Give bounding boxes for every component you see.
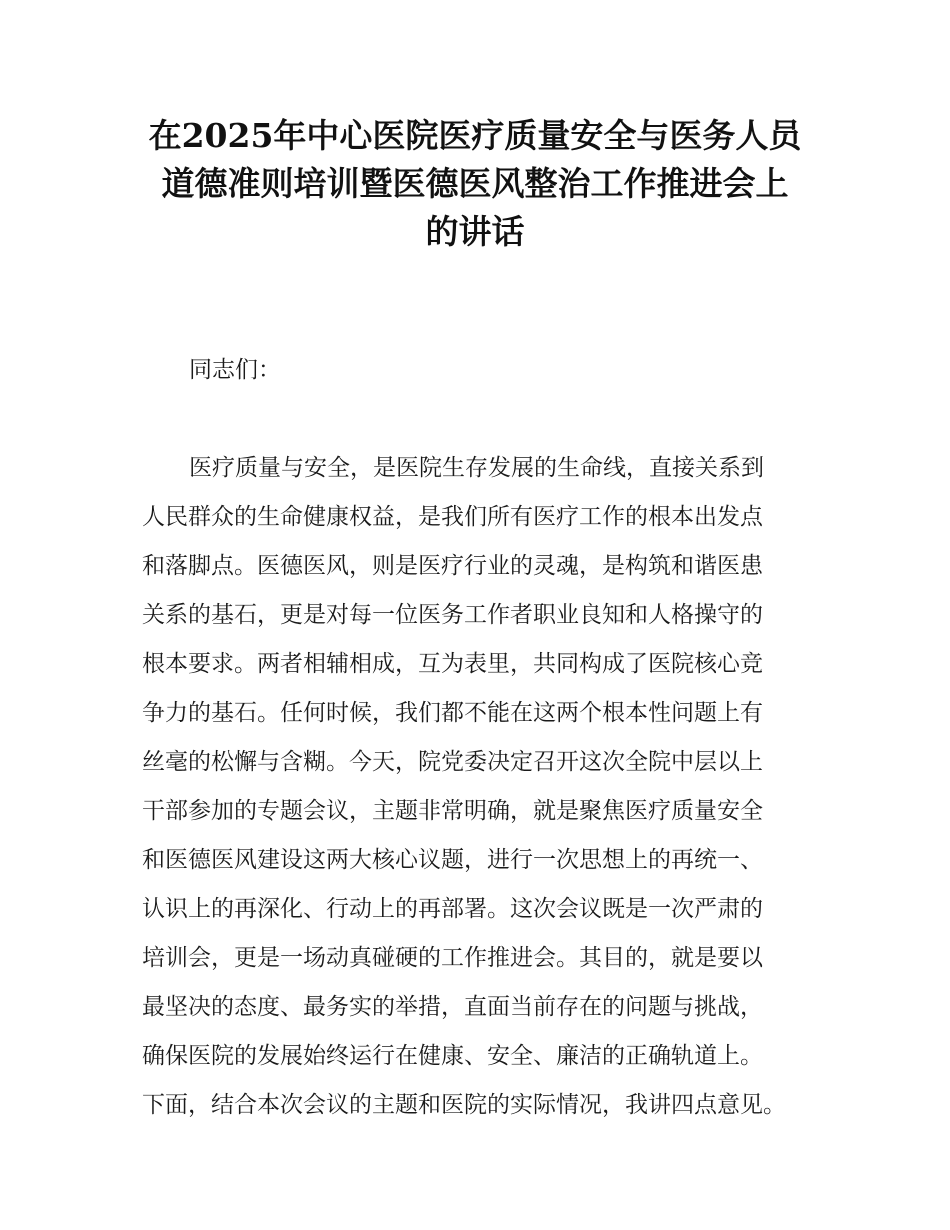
title-line: 的讲话 <box>425 212 525 251</box>
paragraph-line: 医疗质量与安全，是医院生存发展的生命线，直接关系到 <box>189 455 764 481</box>
paragraph-line: 认识上的再深化、行动上的再部署。这次会议既是一次严肃的 <box>142 896 763 922</box>
paragraph-line: 和医德医风建设这两大核心议题，进行一次思想上的再统一、 <box>142 847 763 873</box>
paragraph-line: 和落脚点。医德医风，则是医疗行业的灵魂，是构筑和谐医患 <box>142 553 763 579</box>
title-line: 在2025年中心医院医疗质量安全与医务人员 <box>148 116 802 155</box>
paragraph-line: 人民群众的生命健康权益，是我们所有医疗工作的根本出发点 <box>142 504 763 530</box>
paragraph-line: 培训会，更是一场动真碰硬的工作推进会。其目的，就是要以 <box>142 945 763 971</box>
paragraph-line: 确保医院的发展始终运行在健康、安全、廉洁的正确轨道上。 <box>142 1043 763 1069</box>
opening-paragraph <box>142 444 842 1130</box>
title-line: 道德准则培训暨医德医风整治工作推进会上 <box>161 164 789 203</box>
paragraph-line: 根本要求。两者相辅相成，互为表里，共同构成了医院核心竞 <box>142 651 763 677</box>
paragraph-line: 关系的基石，更是对每一位医务工作者职业良知和人格操守的 <box>142 602 763 628</box>
document-body <box>142 346 842 1130</box>
paragraph-line: 干部参加的专题会议，主题非常明确，就是聚焦医疗质量安全 <box>142 798 763 824</box>
document-title <box>100 112 850 256</box>
paragraph-line: 丝毫的松懈与含糊。今天，院党委决定召开这次全院中层以上 <box>142 749 763 775</box>
paragraph-line: 下面，结合本次会议的主题和医院的实际情况，我讲四点意见。 <box>142 1092 786 1118</box>
salutation: 同志们： <box>189 357 281 383</box>
paragraph-line: 争力的基石。任何时候，我们都不能在这两个根本性问题上有 <box>142 700 763 726</box>
paragraph-spacer <box>142 395 842 444</box>
paragraph-line: 最坚决的态度、最务实的举措，直面当前存在的问题与挑战， <box>142 994 763 1020</box>
